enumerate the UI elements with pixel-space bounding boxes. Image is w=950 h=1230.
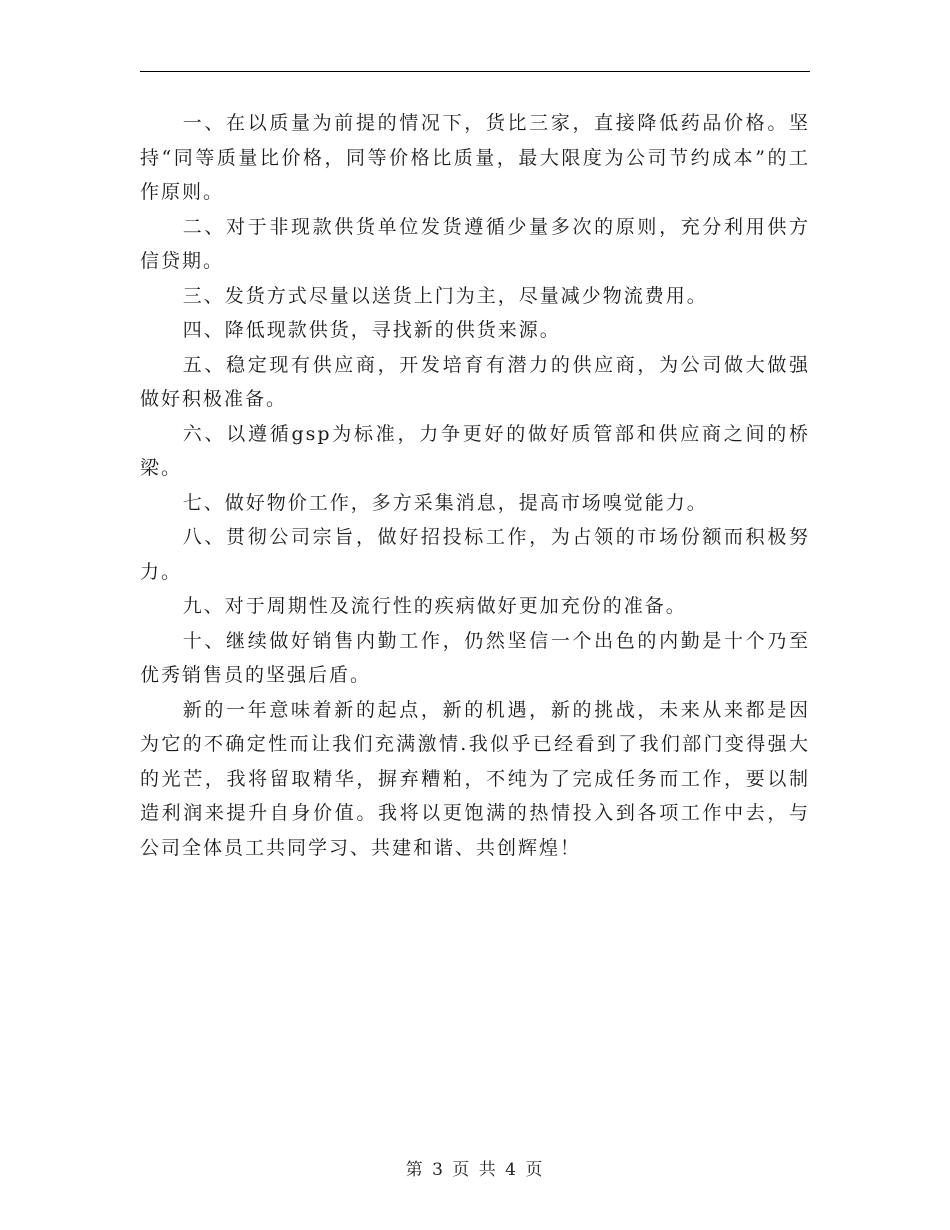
page-number: 第 3 页 共 4 页 — [405, 1160, 545, 1180]
paragraph-10: 十、继续做好销售内勤工作，仍然坚信一个出色的内勤是十个乃至优秀销售员的坚强后盾。 — [140, 629, 810, 686]
paragraph-closing: 新的一年意味着新的起点，新的机遇，新的挑战，未来从来都是因为它的不确定性而让我们充满激情.我似乎已经看到了我们部门变得强大的光芒，我将留取精华，摒弃糟粕，不纯为了完成任务而工作，要以制造利润来提升自身价值。我将以更饱满的热情投入到各项工作中去，与公司全体员工共同学习、共建和谐、共创辉煌！ — [140, 698, 810, 859]
paragraph-5: 五、稳定现有供应商，开发培育有潜力的供应商，为公司做大做强做好积极准备。 — [140, 353, 810, 410]
paragraph-6: 六、以遵循gsp为标准，力争更好的做好质管部和供应商之间的桥梁。 — [140, 422, 810, 479]
paragraph-1: 一、在以质量为前提的情况下，货比三家，直接降低药品价格。坚持“同等质量比价格，同等价格比质量，最大限度为公司节约成本”的工作原则。 — [140, 112, 810, 203]
header-rule — [140, 71, 810, 72]
document-body — [140, 106, 810, 865]
paragraph-9: 九、对于周期性及流行性的疾病做好更加充份的准备。 — [182, 595, 687, 617]
paragraph-8: 八、贯彻公司宗旨，做好招投标工作，为占领的市场份额而积极努力。 — [140, 526, 810, 583]
paragraph-7: 七、做好物价工作，多方采集消息，提高市场嗅觉能力。 — [182, 491, 708, 514]
paragraph-2: 二、对于非现款供货单位发货遵循少量多次的原则，充分利用供方信贷期。 — [140, 215, 810, 272]
paragraph-3: 三、发货方式尽量以送货上门为主，尽量减少物流费用。 — [182, 284, 708, 307]
paragraph-4: 四、降低现款供货，寻找新的供货来源。 — [182, 319, 561, 341]
page-footer — [0, 1155, 950, 1180]
